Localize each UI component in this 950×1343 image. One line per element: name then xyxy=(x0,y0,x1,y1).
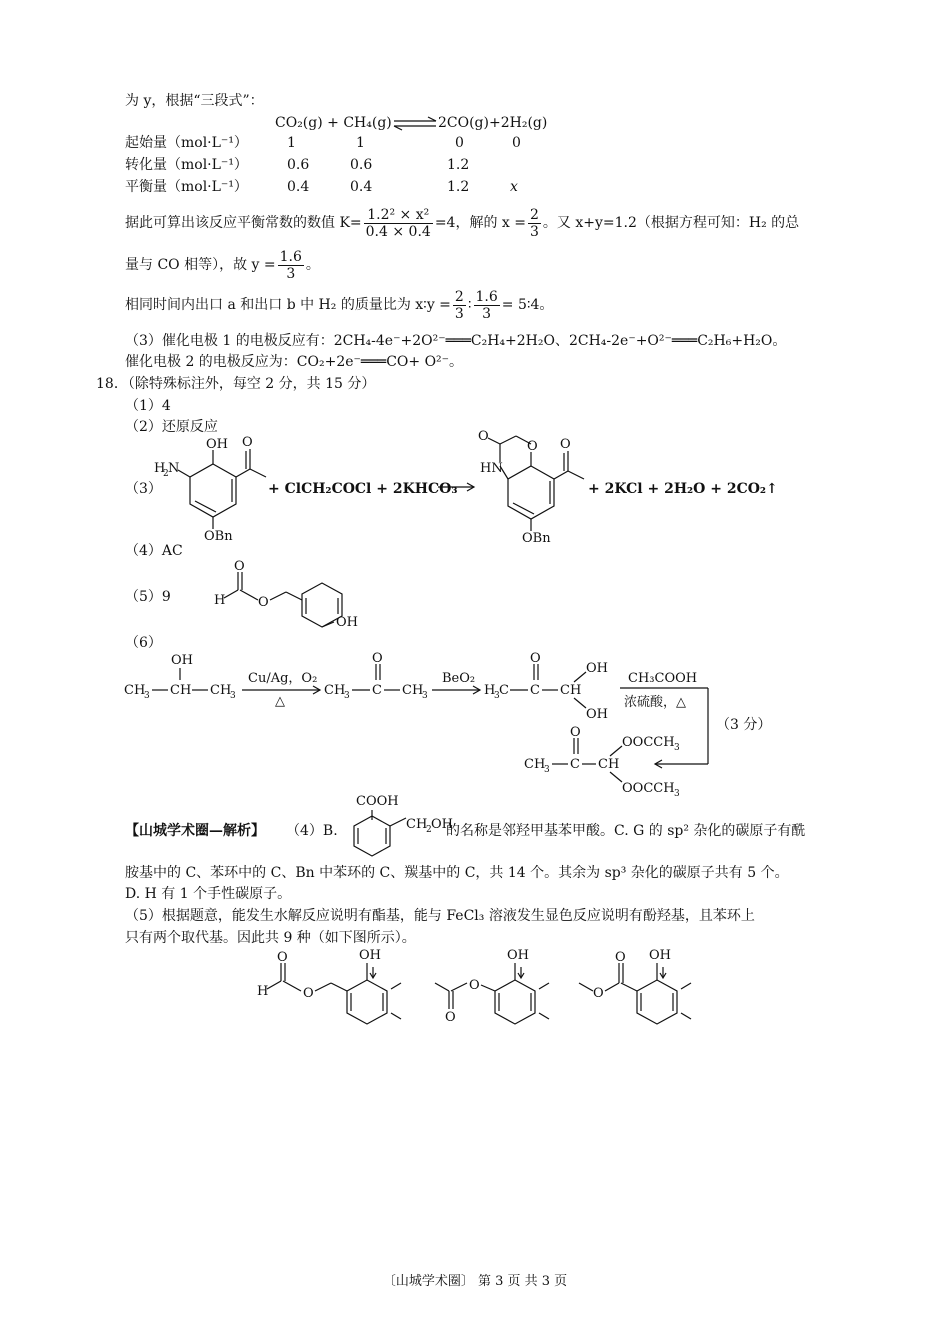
svg-text:C: C xyxy=(570,757,580,772)
svg-text:O: O xyxy=(530,651,541,666)
products-text: + 2KCl + 2H₂O + 2CO₂↑ xyxy=(588,481,778,497)
ratio-line xyxy=(125,287,553,323)
analysis-title: 【山城学术圈—解析】 xyxy=(125,823,265,839)
svg-text:OH: OH xyxy=(649,948,671,963)
condition-3: CH₃COOH xyxy=(628,671,698,686)
intro-line: 为 y，根据“三段式”： xyxy=(125,93,264,109)
svg-text:OH: OH xyxy=(359,948,381,963)
condition-1b: △ xyxy=(275,694,285,709)
isomer-group-icon xyxy=(255,945,695,1027)
svg-text:O: O xyxy=(303,986,314,1001)
y-num: 1.6 xyxy=(279,248,302,265)
answer-2: （2）还原反应 xyxy=(125,419,218,435)
svg-text:O: O xyxy=(593,986,604,1001)
svg-text:3: 3 xyxy=(544,765,550,775)
electrode-2-line: 催化电极 2 的电极反应为：CO₂+2e⁻═══CO+ O²⁻。 xyxy=(125,354,464,370)
svg-text:2: 2 xyxy=(163,469,169,479)
svg-text:3: 3 xyxy=(674,743,680,753)
svg-text:O: O xyxy=(560,437,571,452)
svg-text:COOH: COOH xyxy=(356,794,399,809)
y-post: 。 xyxy=(305,257,320,273)
answer-3-label: （3） xyxy=(125,481,162,497)
svg-text:O: O xyxy=(527,439,538,454)
y-line xyxy=(125,247,320,283)
analysis-5a: （5）根据题意，能发生水解反应说明有酯基，能与 FeCl₃ 溶液发生显色反应说明有酚羟基，且苯环上 xyxy=(125,908,755,924)
svg-text:O: O xyxy=(242,435,253,450)
svg-text:3: 3 xyxy=(144,691,150,701)
svg-text:O: O xyxy=(570,725,581,740)
table-cell: 1.2 xyxy=(447,157,470,173)
k-post: 。又 x+y=1.2（根据方程可知：H₂ 的总 xyxy=(542,215,800,231)
k-pre: 据此可算出该反应平衡常数的数值 K= xyxy=(125,215,362,231)
svg-text:CH: CH xyxy=(210,683,232,698)
answer-5: （5）9 xyxy=(125,589,171,605)
table-row-label: 平衡量（mol·L⁻¹） xyxy=(125,179,248,195)
svg-text:H: H xyxy=(214,593,226,608)
analysis-4-pre: （4）B. xyxy=(286,823,338,839)
svg-text:CH: CH xyxy=(324,683,346,698)
svg-text:OOCCH: OOCCH xyxy=(622,781,675,796)
x-fraction xyxy=(528,207,541,240)
answer-6: （6） xyxy=(125,635,162,651)
product-structure-icon xyxy=(476,429,586,546)
ratio-pre: 相同时间内出口 a 和出口 b 中 H₂ 的质量比为 x∶y = xyxy=(125,297,451,313)
svg-text:3: 3 xyxy=(230,691,236,701)
svg-text:OH: OH xyxy=(586,661,608,676)
ratio-den: 3 xyxy=(454,305,464,322)
condition-3b: 浓硫酸，△ xyxy=(624,695,686,710)
reactant-structure-icon xyxy=(152,432,270,544)
ratio-num: 1.6 xyxy=(475,288,498,305)
svg-text:3: 3 xyxy=(494,691,500,701)
k-line xyxy=(125,205,799,241)
synthesis-route-icon xyxy=(120,650,720,800)
svg-text:CH: CH xyxy=(524,757,546,772)
electrode-1-line: （3）催化电极 1 的电极反应有：2CH₄-4e⁻+2O²⁻═══C₂H₄+2H₂O、2CH₄-2e⁻+O²⁻═══C₂H₆+H₂O。 xyxy=(125,333,787,349)
svg-text:3: 3 xyxy=(344,691,350,701)
svg-text:CH: CH xyxy=(124,683,146,698)
svg-text:OH: OH xyxy=(586,707,608,722)
answer-1: （1）4 xyxy=(125,398,171,414)
ratio-colon: ∶ xyxy=(467,297,472,313)
svg-text:H: H xyxy=(484,683,496,698)
analysis-4-post: 的名称是邻羟甲基苯甲酸。C. G 的 sp² 杂化的碳原子有酰 xyxy=(446,823,806,839)
svg-text:2: 2 xyxy=(426,825,432,835)
k-fraction xyxy=(364,207,433,240)
svg-text:N: N xyxy=(168,461,180,476)
svg-text:H: H xyxy=(154,461,166,476)
table-cell: 1 xyxy=(356,135,365,151)
ratio-post: = 5∶4。 xyxy=(501,297,554,313)
y-pre: 量与 CO 相等），故 y = xyxy=(125,257,276,273)
table-cell: 1 xyxy=(287,135,296,151)
svg-text:O: O xyxy=(234,559,245,574)
y-den: 3 xyxy=(286,265,296,282)
condition-1: Cu/Ag，O₂ xyxy=(248,671,318,686)
svg-text:O: O xyxy=(478,429,489,444)
svg-text:O: O xyxy=(469,978,480,993)
table-cell: 0 xyxy=(512,135,521,151)
svg-text:OBn: OBn xyxy=(204,529,233,544)
table-cell: 0.6 xyxy=(350,157,373,173)
table-cell: 0 xyxy=(455,135,464,151)
k-num: 1.2² × x² xyxy=(364,207,433,224)
svg-text:OOCCH: OOCCH xyxy=(622,735,675,750)
svg-text:O: O xyxy=(615,950,626,965)
k-den: 0.4 × 0.4 xyxy=(365,223,431,240)
table-row-label: 转化量（mol·L⁻¹） xyxy=(125,157,248,173)
table-cell: 1.2 xyxy=(447,179,470,195)
reaction-rhs: 2CO(g)+2H₂(g) xyxy=(438,115,548,131)
x-num: 2 xyxy=(529,206,539,223)
score-note: （3 分） xyxy=(716,717,772,733)
svg-text:OH: OH xyxy=(336,615,358,630)
y-fraction xyxy=(278,249,304,282)
table-cell: 0.6 xyxy=(287,157,310,173)
svg-text:3: 3 xyxy=(674,789,680,799)
answer-4: （4）AC xyxy=(125,543,183,559)
svg-text:C: C xyxy=(530,683,540,698)
table-cell: 0.4 xyxy=(287,179,310,195)
ratio-den: 3 xyxy=(482,305,492,322)
q18-header: 18．（除特殊标注外，每空 2 分，共 15 分） xyxy=(96,376,376,392)
svg-text:OH: OH xyxy=(431,817,453,832)
svg-text:3: 3 xyxy=(422,691,428,701)
ratio-fraction-1 xyxy=(453,289,466,322)
reagents-text: + ClCH₂COCl + 2KHCO₃ xyxy=(268,481,458,497)
svg-text:CH: CH xyxy=(406,817,428,832)
table-cell: 0.4 xyxy=(350,179,373,195)
svg-text:CH: CH xyxy=(560,683,582,698)
svg-text:O: O xyxy=(445,1010,456,1025)
ratio-num: 2 xyxy=(454,288,464,305)
svg-text:H: H xyxy=(257,984,269,999)
svg-text:C: C xyxy=(372,683,382,698)
svg-text:C: C xyxy=(499,683,509,698)
svg-text:O: O xyxy=(277,950,288,965)
condition-2: BeO₂ xyxy=(442,671,476,686)
analysis-5b: 只有两个取代基。因此共 9 种（如下图所示）。 xyxy=(125,930,416,946)
isomer-structure-icon xyxy=(212,559,382,632)
svg-text:O: O xyxy=(258,595,269,610)
hydroxymethylbenzoic-acid-icon xyxy=(332,790,453,860)
ratio-fraction-2 xyxy=(474,289,500,322)
table-row-label: 起始量（mol·L⁻¹） xyxy=(125,135,248,151)
page-footer: 〔山城学术圈〕 第 3 页 共 3 页 xyxy=(382,1274,568,1289)
svg-text:CH: CH xyxy=(170,683,192,698)
svg-text:O: O xyxy=(372,651,383,666)
svg-text:OH: OH xyxy=(507,948,529,963)
equilibrium-arrow-icon xyxy=(392,113,438,133)
svg-text:CH: CH xyxy=(402,683,424,698)
svg-text:OH: OH xyxy=(206,437,228,452)
k-mid: =4，解的 x = xyxy=(434,215,526,231)
reaction-lhs: CO₂(g) + CH₄(g) xyxy=(275,115,392,131)
svg-text:OH: OH xyxy=(171,653,193,668)
analysis-line-3: D. H 有 1 个手性碳原子。 xyxy=(125,886,292,902)
x-den: 3 xyxy=(529,223,539,240)
svg-text:HN: HN xyxy=(480,461,503,476)
svg-text:CH: CH xyxy=(598,757,620,772)
table-cell: x xyxy=(510,179,518,195)
analysis-line-2: 胺基中的 C、苯环中的 C、Bn 中苯环的 C、羰基中的 C，共 14 个。其余为 sp³ 杂化的碳原子共有 5 个。 xyxy=(125,865,789,881)
svg-text:OBn: OBn xyxy=(522,531,551,546)
reaction-arrow-icon xyxy=(436,480,476,494)
